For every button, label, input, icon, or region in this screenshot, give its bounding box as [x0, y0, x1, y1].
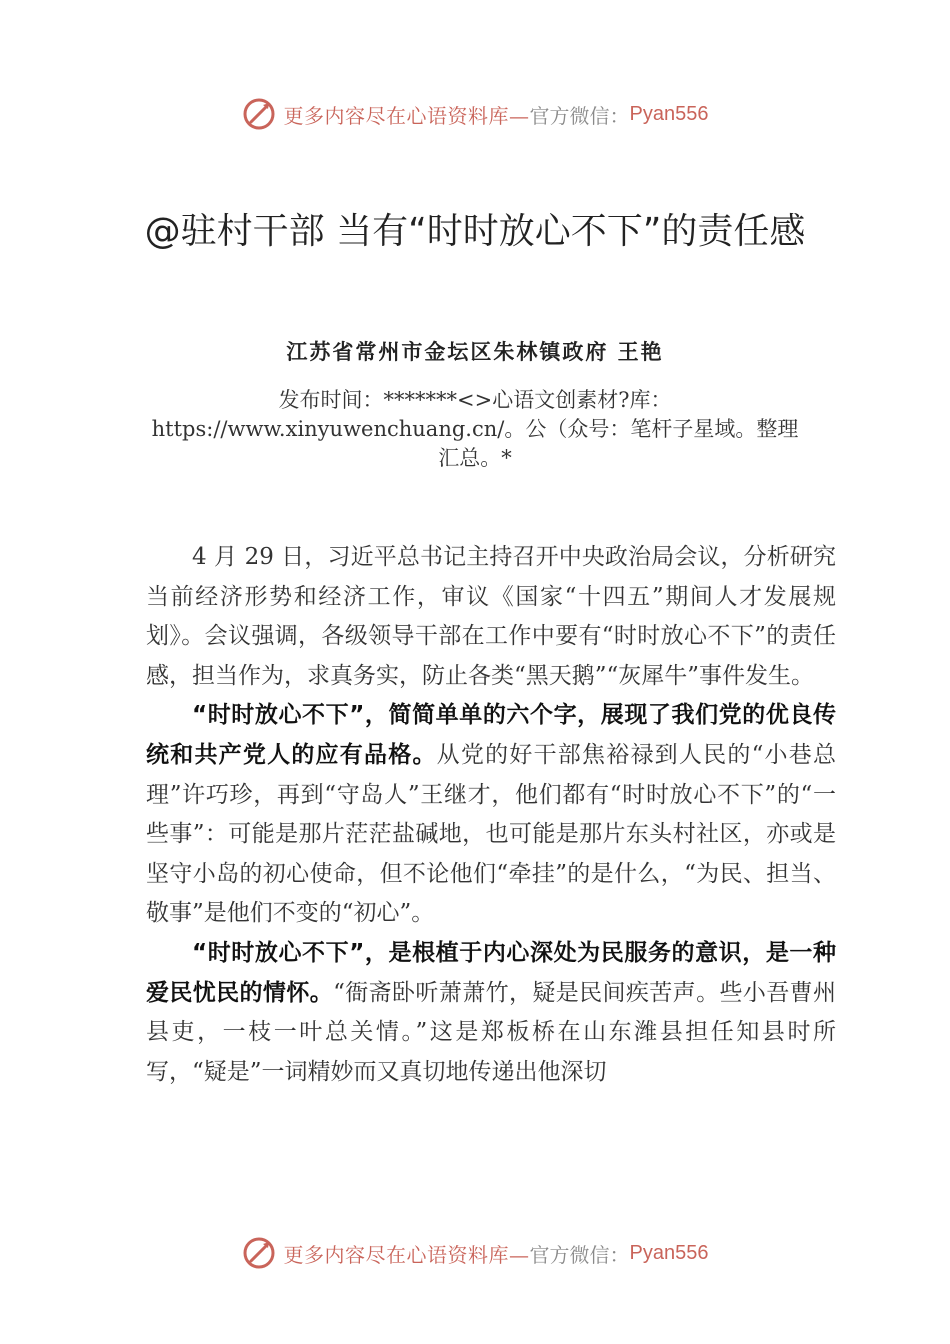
banner-wechat-label: 官方微信：: [529, 103, 630, 128]
paragraph: [146, 538, 836, 696]
article-author: 江苏省常州市金坛区朱林镇政府 王艳: [286, 339, 664, 364]
banner-wechat-id: Pyan556: [629, 1241, 709, 1264]
paragraph-text: “衙斋卧听萧萧竹，疑是民间疾苦声。些小吾曹州县吏，一枝一叶总关情。”这是郑板桥在山东潍县担任知县时所写，“疑是”一词精妙而又真切地传递出他深切: [146, 979, 837, 1085]
article-body: [146, 538, 836, 1092]
banner-wechat-id: Pyan556: [629, 102, 709, 125]
footer-banner: [0, 1233, 950, 1273]
brush-logo-icon: [242, 1236, 276, 1270]
paragraph-lead: “时时放心不下”，是根植于内心深处为民服务的意识，是一种爱民忧民的情怀。: [146, 939, 836, 1006]
paragraph: [146, 696, 836, 934]
paragraph-text: 从党的好干部焦裕禄到人民的“小巷总理”许巧珍，再到“守岛人”王继才，他们都有“时时放心不下”的“一些事”：可能是那片茫茫盐碱地，也可能是那片东头村社区，亦或是坚守小岛的初心使命，但不论他们“牵挂”的是什么，“为民、担当、敬事”是他们不变的“初心”。: [146, 741, 836, 927]
paragraph-lead: “时时放心不下”，简简单单的六个字，展现了我们党的优良传统和共产党人的应有品格。: [146, 702, 836, 768]
header-banner: [0, 94, 950, 134]
banner-wechat-label: 官方微信：: [529, 1242, 630, 1267]
paragraph-text: 4 月 29 日，习近平总书记主持召开中央政治局会议，分析研究当前经济形势和经济工作，审议《国家“十四五”期间人才发展规划》。会议强调，各级领导干部在工作中要有“时时放心不下”的责任感，担当作为，求真务实，防止各类“黑天鹅”“灰犀牛”事件发生。: [146, 544, 836, 689]
brush-logo-icon: [242, 97, 276, 131]
paragraph: [146, 934, 836, 1092]
banner-text: 更多内容尽在心语资料库—: [283, 103, 530, 128]
publish-info: 发布时间：*******<>心语文创素材?库：https://www.xinyuwenchuang.cn/。公（众号：笔杆子星域。整理汇总。*: [151, 388, 799, 470]
article-title: @驻村干部 当有“时时放心不下”的责任感: [144, 211, 806, 252]
banner-text: 更多内容尽在心语资料库—: [283, 1242, 530, 1267]
